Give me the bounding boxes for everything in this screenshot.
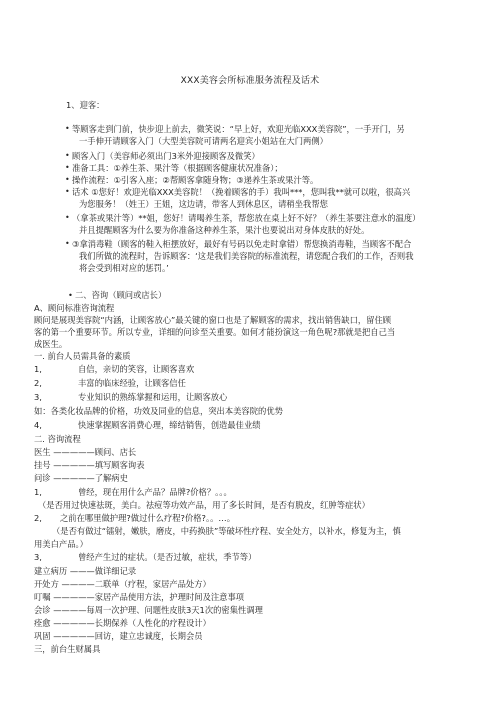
flow-line: 巩固 —————回访，建立忠诚度，长期会员 xyxy=(34,631,203,641)
list-number: 1, xyxy=(34,364,42,374)
heading-tools: 三，前台生财属具 xyxy=(34,644,101,654)
doc-title: XXX美容会所标准服务流程及话术 xyxy=(180,76,320,86)
bullet-line: 顾客入门（美容师必须出门3米外迎接顾客及微笑） xyxy=(72,151,260,161)
list-text: 丰富的临床经验，让顾客信任 xyxy=(78,378,186,388)
paragraph-line: 顾问是展现美容院“内涵，让顾客放心”最关键的窗口也是了解顾客的需求，找出销售缺口，留住顾 xyxy=(34,315,392,325)
bullet-dot: • xyxy=(65,124,70,133)
bullet-dot: • xyxy=(65,187,70,196)
list-number: 2, xyxy=(34,513,42,523)
list-number: 4, xyxy=(34,420,42,430)
list-number: 3, xyxy=(34,392,42,402)
bullet-dot: • xyxy=(68,290,73,300)
bullet-dot: • xyxy=(65,213,70,222)
flow-line: 开处方 ————二联单（疗程，家居产品处方） xyxy=(34,579,211,589)
list-number: 2, xyxy=(34,378,42,388)
section-2-heading: • 二、咨询（顾问或店长） xyxy=(68,290,167,300)
list-text: 之前在哪里做护理?做过什么疗程?价格?。。…。 xyxy=(60,513,236,523)
list-text: 快速掌握顾客消费心理，缔结销售，创造最佳业绩 xyxy=(78,420,261,430)
bullet-line: 一手伸开请顾客入门（大型美容院可请两名迎宾小姐站在大门两侧） xyxy=(79,136,328,146)
subheading-a: A、顾问标准咨询流程 xyxy=(34,303,115,313)
bullet-line: 准备工具：①养生茶、果汁等（根据顾客健康状况准备）； xyxy=(72,163,283,173)
list-text: 曾经，现在用什么产品？品牌?价格？。。。 xyxy=(78,487,232,497)
list-text: 专业知识的熟练掌握和运用，让顾客放心 xyxy=(78,392,228,402)
bullet-item xyxy=(65,162,464,174)
bullet-item xyxy=(65,186,464,210)
bullet-dot: • xyxy=(65,151,70,160)
note-line: （是否用过快速祛斑，美白。祛痘等功效产品，用了多长时间，是否有脱皮，红肿等症状） xyxy=(38,500,370,510)
list-number: 1, xyxy=(34,487,42,497)
bullet-line: 将会受到相对应的惩罚。’ xyxy=(79,263,169,273)
note-line: 如：各类化妆品牌的价格，功效及同业的信息，突出本美容院的优势 xyxy=(34,406,283,416)
bullet-line: 并且提醒顾客为什么要为你准备这种养生茶，果汁也要说出对身体皮肤的好处。 xyxy=(79,225,370,235)
bullet-line: 操作流程：①引客入座；②帮顾客拿随身物；③递养生茶或果汁等。 xyxy=(72,175,319,185)
flow-line: 医生 —————顾问、店长 xyxy=(34,447,137,457)
flow-line: 建立病历 ———做详细记录 xyxy=(34,566,137,576)
bullet-dot: • xyxy=(65,239,70,248)
bullet-item xyxy=(65,150,464,162)
section-1-heading: 1、迎客： xyxy=(66,100,105,110)
bullet-line: 话术 ①您好！欢迎光临XXX美容院！（挽着顾客的手）我叫***，您叫我**就可以啦，很高兴 xyxy=(72,187,411,197)
bullet-line: 为您服务！（姓王）王姐，这边请，带客人到休息区，请稍坐我帮您 xyxy=(79,199,328,209)
bullet-line: 我们所做的流程时，告诉顾客：‘这是我们美容院的标准流程，请您配合我们的工作，否则我 xyxy=(79,251,414,261)
bullet-line: （拿茶或果汁等）**姐，您好！请喝养生茶，帮您放在桌上好不好？（养生茶要注意水的温度） xyxy=(72,213,421,223)
list-text: 自信，亲切的笑容，让顾客喜欢 xyxy=(78,364,195,374)
heading-qualities: 一. 前台人员需具备的素质 xyxy=(34,351,131,361)
note-line: 用美白产品。） xyxy=(34,539,88,549)
flow-line: 问诊 —————了解病史 xyxy=(34,473,128,483)
bullet-line: ③拿消毒鞋（顾客的鞋入柜摆放好，最好有号码以免走时拿错）帮您换消毒鞋，当顾客不配合 xyxy=(72,239,412,249)
heading-flow: 二. 咨询流程 xyxy=(34,434,81,444)
list-text: 曾经产生过的症状。（是否过敏，症状，季节等） xyxy=(78,552,257,562)
list-number: 3, xyxy=(34,552,42,562)
bullet-dot: • xyxy=(65,175,70,184)
bullet-item xyxy=(65,238,464,274)
bullet-item xyxy=(65,212,464,236)
flow-line: 叮嘱 —————家居产品使用方法，护理时间及注意事项 xyxy=(34,592,245,602)
bullet-item xyxy=(65,174,464,186)
bullet-item xyxy=(65,123,464,147)
paragraph-line: 客的第一个重要环节。所以专业，详细的问诊至关重要。如何才能扮演这一角色呢?那就是把自己当 xyxy=(34,327,396,337)
flow-line: 挂号 —————填写顾客询表 xyxy=(34,460,145,470)
flow-line: 痊愈 —————长期保养（人性化的疗程设计） xyxy=(34,618,211,628)
bullet-dot: • xyxy=(65,163,70,172)
paragraph-line: 成医生。 xyxy=(34,339,68,349)
bullet-line: 等顾客走到门前，快步迎上前去，微笑说：“早上好，欢迎光临XXX美容院”，一手开门，另 xyxy=(72,124,405,134)
note-line: （是否有做过“镭射，嫩肤，磨皮，中药换肤”等破坏性疗程、安全处方，以补水，修复为主，慎 xyxy=(52,526,401,536)
flow-line: 会诊 ————每周一次护理、问题性皮肤3天1次的密集性调理 xyxy=(34,605,263,615)
